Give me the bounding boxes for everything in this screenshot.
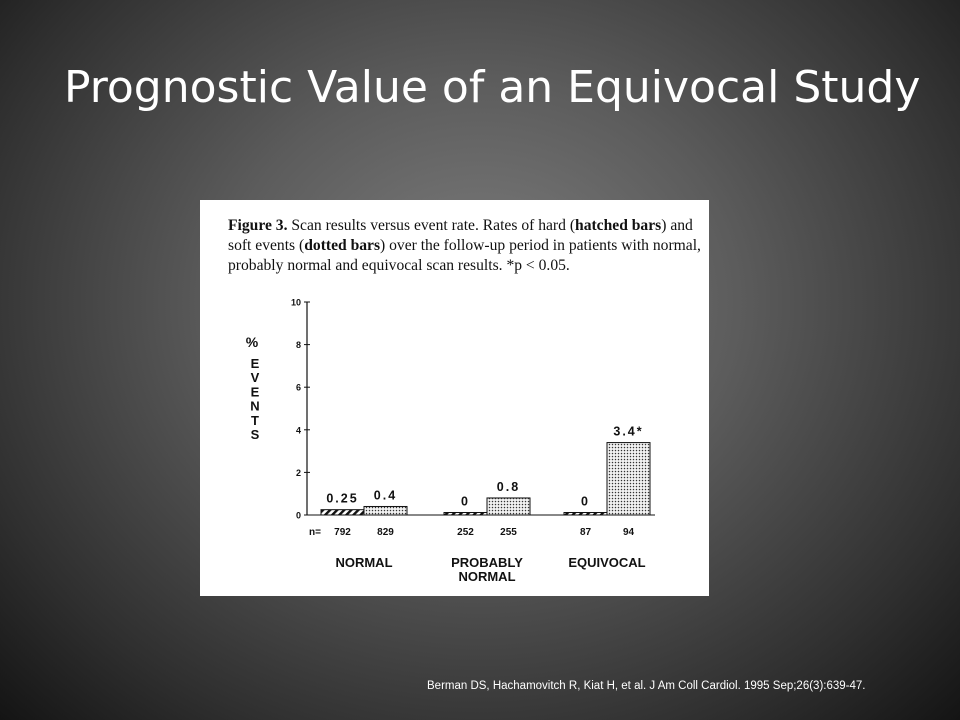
- citation: Berman DS, Hachamovitch R, Kiat H, et al. J Am Coll Cardiol. 1995 Sep;26(3):639-47.: [427, 680, 866, 692]
- bar-n-label: 792: [334, 527, 351, 538]
- y-axis-label-letter: T: [251, 412, 259, 428]
- bar-value-label: 0.4: [373, 488, 398, 503]
- group-label: NORMAL: [458, 569, 516, 584]
- bar-value-label: 0: [581, 494, 590, 509]
- caption-text-1: Scan results versus event rate. Rates of hard (: [287, 217, 576, 234]
- group-label: PROBABLY: [451, 555, 523, 570]
- group-label: NORMAL: [335, 555, 393, 570]
- y-tick-label: 10: [290, 297, 301, 308]
- figure-panel: [200, 200, 709, 596]
- n-prefix-label: n=: [309, 527, 321, 538]
- bar-n-label: 87: [579, 527, 592, 538]
- y-axis-label-letter: N: [250, 398, 260, 414]
- y-tick-label: 6: [295, 382, 301, 393]
- bar-n-label: 255: [500, 527, 517, 538]
- bar-chart: [200, 200, 709, 596]
- y-axis-label-letter: V: [250, 370, 260, 386]
- y-tick-label: 2: [295, 467, 301, 478]
- y-axis-label-letter: E: [250, 384, 260, 400]
- y-axis-label-letter: E: [250, 356, 260, 371]
- y-axis-percent-symbol: %: [245, 334, 259, 350]
- bar-hatched: [321, 510, 364, 515]
- caption-text-2: ) and soft events (: [228, 217, 693, 254]
- slide-title: Prognostic Value of an Equivocal Study: [64, 62, 921, 113]
- y-tick-label: 8: [295, 340, 301, 351]
- y-tick-label: 0: [295, 510, 301, 521]
- caption-bold-2: dotted bars: [304, 237, 381, 254]
- bar-dotted: [607, 443, 650, 515]
- y-axis-label-letter: S: [250, 427, 260, 442]
- bar-dotted: [487, 498, 530, 515]
- caption-bold-1: hatched bars: [575, 217, 662, 234]
- bar-value-label: 0: [461, 494, 470, 509]
- caption-text-3: ) over the follow-up period in patients with normal, probably normal and equivocal scan results. *p < 0.05.: [228, 237, 701, 274]
- bar-n-label: 829: [377, 527, 394, 538]
- y-tick-label: 4: [295, 425, 301, 436]
- bar-value-label: 0.8: [496, 479, 521, 494]
- bar-n-label: 94: [622, 527, 635, 538]
- bar-dotted: [364, 506, 407, 515]
- bar-value-label: 0.25: [326, 491, 359, 506]
- bar-hatched: [564, 513, 607, 516]
- caption-label: Figure 3.: [228, 217, 288, 234]
- bar-value-label: 3.4*: [613, 424, 644, 439]
- bar-hatched: [444, 513, 487, 516]
- group-label: EQUIVOCAL: [568, 555, 646, 570]
- bar-n-label: 252: [457, 527, 474, 538]
